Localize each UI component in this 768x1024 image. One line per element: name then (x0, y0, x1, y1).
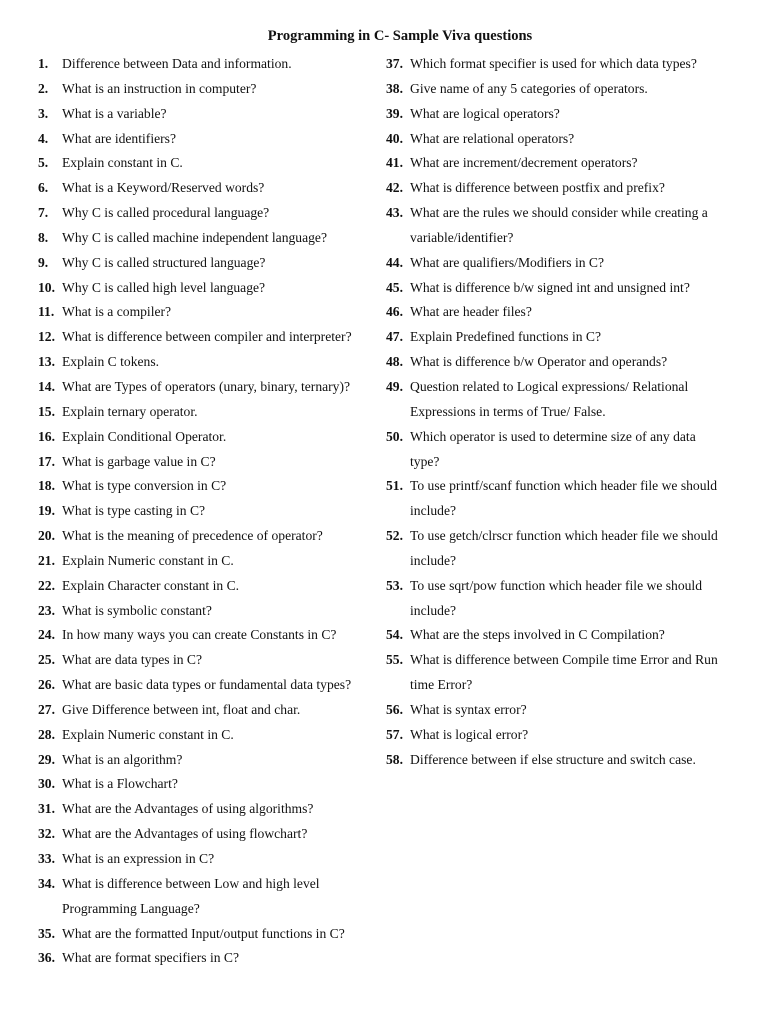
question-item (38, 549, 383, 574)
question-number: 3. (38, 105, 49, 121)
question-item (386, 251, 736, 276)
question-item (38, 574, 383, 599)
question-number: 28. (38, 726, 55, 742)
question-item (38, 325, 383, 350)
question-number: 2. (38, 80, 49, 96)
question-item (386, 52, 736, 77)
question-item (38, 499, 383, 524)
question-text: Explain C tokens. (62, 354, 160, 370)
question-text: In how many ways you can create Constants in C? (62, 627, 337, 643)
question-item (386, 77, 736, 102)
question-item (38, 648, 383, 673)
question-text: Which format specifier is used for which data types? (410, 56, 697, 71)
question-item (38, 822, 383, 847)
question-text: To use sqrt/pow function which header file we should include? (410, 577, 702, 618)
question-text: What is difference between Low and high level Programming Language? (62, 875, 320, 916)
question-number: 52. (386, 528, 403, 544)
question-item (386, 723, 736, 748)
question-item (38, 400, 383, 425)
question-item (38, 748, 383, 773)
question-number: 49. (386, 378, 403, 394)
question-item (38, 350, 383, 375)
question-number: 29. (38, 751, 55, 767)
question-item (38, 450, 383, 475)
question-text: What is a Keyword/Reserved words? (62, 180, 265, 196)
question-text: Difference between Data and information. (62, 56, 292, 71)
question-item (38, 151, 383, 176)
question-number: 23. (38, 602, 55, 618)
question-item (386, 698, 736, 723)
question-number: 35. (38, 925, 55, 941)
question-item (386, 102, 736, 127)
question-number: 41. (386, 155, 403, 171)
question-item (386, 425, 736, 475)
question-text: What are increment/decrement operators? (410, 155, 638, 171)
question-item (38, 599, 383, 624)
question-number: 38. (386, 80, 403, 96)
question-item (38, 623, 383, 648)
question-number: 43. (386, 205, 403, 221)
question-number: 21. (38, 552, 55, 568)
question-item (38, 102, 383, 127)
question-text: What is type conversion in C? (62, 478, 227, 494)
question-number: 13. (38, 354, 55, 370)
question-number: 44. (386, 254, 403, 270)
question-number: 39. (386, 105, 403, 121)
question-number: 53. (386, 577, 403, 593)
question-text: What is type casting in C? (62, 503, 206, 519)
question-item (38, 375, 383, 400)
question-number: 17. (38, 453, 55, 469)
question-number: 11. (38, 304, 55, 320)
question-text: What are qualifiers/Modifiers in C? (410, 254, 605, 270)
question-text: To use getch/clrscr function which header file we should include? (410, 528, 718, 568)
question-text: Explain Numeric constant in C. (62, 726, 234, 742)
question-text: To use printf/scanf function which header file we should include? (410, 478, 718, 519)
question-item (38, 723, 383, 748)
question-item (386, 623, 736, 648)
question-item (38, 300, 383, 325)
question-text: What is an instruction in computer? (62, 80, 257, 96)
question-number: 5. (38, 155, 49, 171)
question-number: 19. (38, 503, 55, 519)
question-item (38, 524, 383, 549)
question-item (386, 176, 736, 201)
question-text: What are the Advantages of using flowchart? (62, 826, 308, 842)
question-number: 8. (38, 229, 49, 245)
question-text: What are identifiers? (62, 130, 176, 146)
question-number: 58. (386, 751, 403, 767)
question-text: Why C is called machine independent language? (62, 229, 327, 245)
question-item (38, 946, 383, 971)
question-text: Give name of any 5 categories of operators. (410, 80, 648, 96)
question-item (386, 574, 736, 624)
question-text: What is an expression in C? (62, 851, 215, 866)
question-item (386, 300, 736, 325)
question-text: Explain Conditional Operator. (62, 428, 227, 444)
question-text: What is syntax error? (410, 701, 527, 717)
document-title: Programming in C- Sample Viva questions (267, 28, 533, 44)
question-number: 7. (38, 205, 49, 221)
question-text: What is a Flowchart? (62, 776, 178, 792)
questions-column-right (386, 52, 736, 772)
question-text: What are Types of operators (unary, binary, ternary)? (62, 378, 351, 394)
question-text: Explain ternary operator. (62, 403, 198, 419)
question-text: What are data types in C? (62, 652, 203, 668)
question-number: 22. (38, 577, 55, 593)
question-number: 46. (386, 304, 403, 320)
question-number: 32. (38, 826, 55, 842)
question-text: What are the rules we should consider while creating a variable/identifier? (410, 205, 708, 245)
question-number: 55. (386, 652, 403, 668)
question-number: 51. (386, 478, 403, 494)
question-item (386, 350, 736, 375)
question-text: Why C is called high level language? (62, 279, 266, 295)
question-text: What are logical operators? (410, 105, 560, 121)
question-text: Which operator is used to determine size of any data type? (410, 428, 696, 469)
question-item (386, 524, 736, 574)
question-text: What is an algorithm? (62, 751, 183, 767)
question-text: Why C is called procedural language? (62, 205, 270, 221)
question-item (386, 325, 736, 350)
question-item (386, 127, 736, 152)
question-item (38, 77, 383, 102)
question-number: 1. (38, 56, 49, 71)
question-number: 4. (38, 130, 49, 146)
question-text: What is garbage value in C? (62, 453, 216, 469)
question-number: 50. (386, 428, 403, 444)
question-item (38, 425, 383, 450)
question-number: 12. (38, 329, 55, 345)
question-number: 45. (386, 279, 403, 295)
question-item (386, 151, 736, 176)
question-item (38, 847, 383, 872)
question-number: 34. (38, 875, 55, 891)
question-text: What are basic data types or fundamental data types? (62, 677, 352, 693)
question-item (386, 648, 736, 698)
question-text: Give Difference between int, float and char. (62, 701, 301, 717)
question-item (386, 474, 736, 524)
question-text: What is difference b/w Operator and operands? (410, 354, 668, 370)
question-number: 54. (386, 627, 403, 643)
question-text: Explain Numeric constant in C. (62, 552, 234, 568)
question-item (38, 201, 383, 226)
questions-column-left (38, 52, 383, 971)
question-text: What is difference between postfix and prefix? (410, 180, 665, 196)
question-text: What is a variable? (62, 105, 167, 121)
question-text: What is difference between compiler and interpreter? (62, 329, 352, 345)
question-item (38, 673, 383, 698)
question-item (386, 748, 736, 773)
question-number: 26. (38, 677, 55, 693)
question-number: 6. (38, 180, 49, 196)
question-number: 36. (38, 950, 55, 966)
question-number: 48. (386, 354, 403, 370)
question-item (38, 922, 383, 947)
question-number: 57. (386, 726, 403, 742)
question-text: What is symbolic constant? (62, 602, 212, 618)
question-number: 14. (38, 378, 55, 394)
question-number: 20. (38, 528, 55, 544)
question-text: Explain constant in C. (62, 155, 183, 171)
question-text: What are relational operators? (410, 130, 575, 146)
question-item (38, 474, 383, 499)
question-number: 56. (386, 701, 403, 717)
question-item (38, 797, 383, 822)
question-text: Question related to Logical expressions/ Relational Expressions in terms of True/ False. (410, 378, 689, 419)
question-number: 31. (38, 801, 55, 817)
question-text: What are the formatted Input/output functions in C? (62, 925, 345, 941)
question-number: 42. (386, 180, 403, 196)
question-number: 33. (38, 851, 55, 866)
question-text: What is the meaning of precedence of operator? (62, 528, 323, 544)
question-number: 27. (38, 701, 55, 717)
question-item (38, 276, 383, 301)
question-text: What are the steps involved in C Compilation? (410, 627, 665, 643)
question-number: 15. (38, 403, 55, 419)
question-number: 9. (38, 254, 49, 270)
question-item (38, 772, 383, 797)
question-item (38, 226, 383, 251)
question-text: What are header files? (410, 304, 532, 320)
question-number: 24. (38, 627, 55, 643)
question-number: 37. (386, 56, 403, 71)
question-text: Difference between if else structure and switch case. (410, 751, 696, 767)
question-item (38, 52, 383, 77)
question-item (386, 201, 736, 251)
question-number: 16. (38, 428, 55, 444)
question-text: What is difference between Compile time Error and Run time Error? (410, 652, 718, 693)
question-number: 30. (38, 776, 55, 792)
question-item (38, 698, 383, 723)
question-item (386, 375, 736, 425)
question-text: Why C is called structured language? (62, 254, 266, 270)
question-item (38, 176, 383, 201)
question-text: Explain Predefined functions in C? (410, 329, 602, 345)
question-number: 40. (386, 130, 403, 146)
question-item (38, 251, 383, 276)
question-text: What are the Advantages of using algorithms? (62, 801, 314, 817)
question-item (38, 127, 383, 152)
question-item (386, 276, 736, 301)
question-number: 18. (38, 478, 55, 494)
question-text: What are format specifiers in C? (62, 950, 240, 966)
question-text: Explain Character constant in C. (62, 577, 240, 593)
question-text: What is difference b/w signed int and unsigned int? (410, 279, 690, 295)
question-number: 10. (38, 279, 55, 295)
question-number: 25. (38, 652, 55, 668)
question-text: What is a compiler? (62, 304, 172, 320)
question-item (38, 872, 383, 922)
question-text: What is logical error? (410, 726, 529, 742)
question-number: 47. (386, 329, 403, 345)
